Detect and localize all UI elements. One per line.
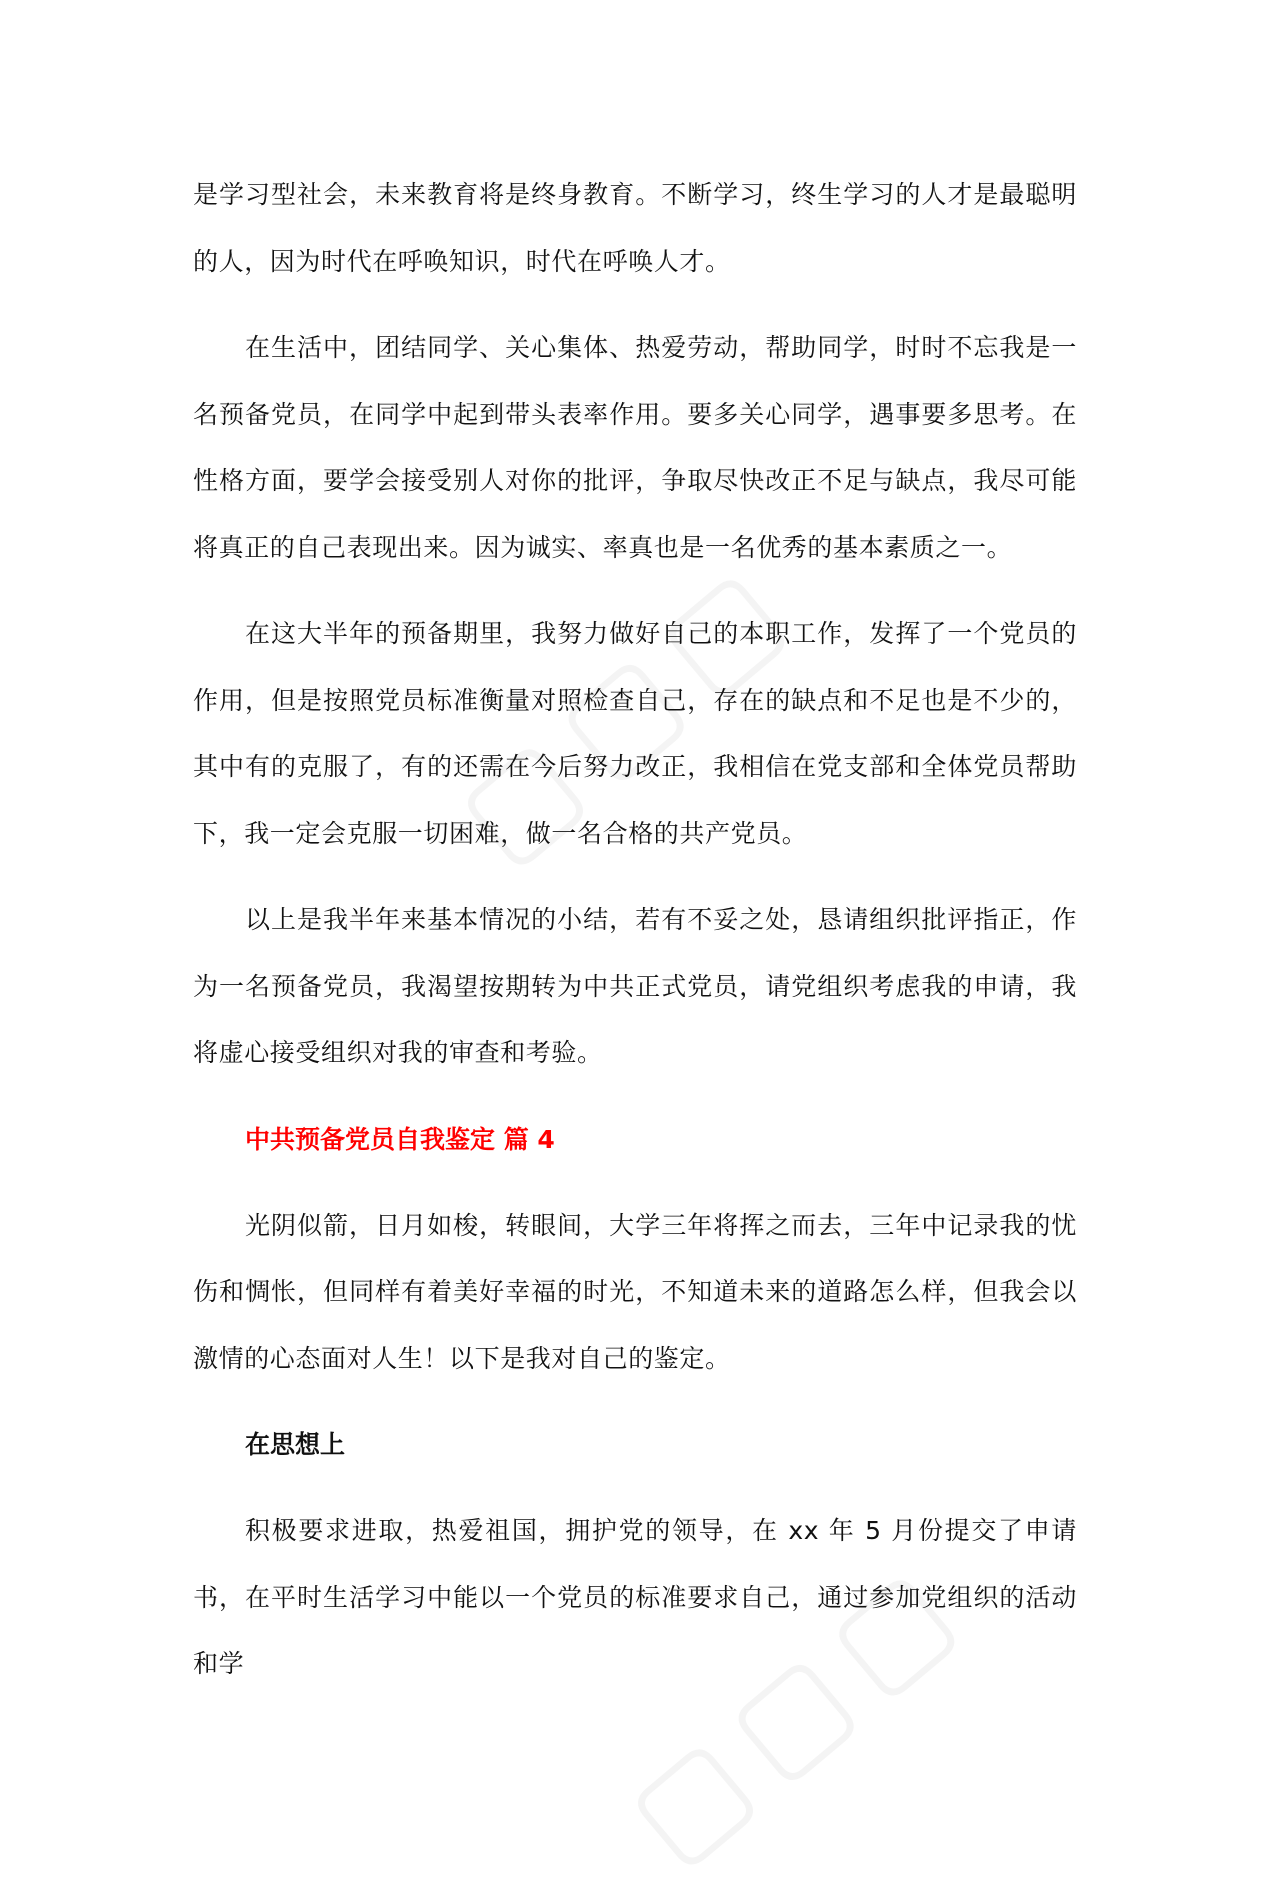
paragraph: 在生活中，团结同学、关心集体、热爱劳动，帮助同学，时时不忘我是一名预备党员，在同学中起到带头表率作用。要多关心同学，遇事要多思考。在性格方面，要学会接受别人对你的批评，争取尽快改正不足与缺点，我尽可能将真正的自己表现出来。因为诚实、率真也是一名优秀的基本素质之一。 (193, 333, 1077, 562)
paragraph: 是学习型社会，未来教育将是终身教育。不断学习，终生学习的人才是最聪明的人，因为时代在呼唤知识，时代在呼唤人才。 (193, 180, 1077, 276)
paragraph: 光阴似箭，日月如梭，转眼间，大学三年将挥之而去，三年中记录我的忧伤和惆怅，但同样有着美好幸福的时光，不知道未来的道路怎么样，但我会以激情的心态面对人生！以下是我对自己的鉴定。 (193, 1210, 1077, 1373)
paragraph: 积极要求进取，热爱祖国，拥护党的领导，在 xx 年 5 月份提交了申请书，在平时生活学习中能以一个党员的标准要求自己，通过参加党组织的活动和学 (193, 1516, 1077, 1678)
document-body (193, 162, 1077, 1698)
section-title: 中共预备党员自我鉴定 篇 4 (245, 1124, 555, 1154)
subheading: 在思想上 (245, 1430, 346, 1459)
paragraph: 以上是我半年来基本情况的小结，若有不妥之处，恳请组织批评指正，作为一名预备党员，我渴望按期转为中共正式党员，请党组织考虑我的申请，我将虚心接受组织对我的审查和考验。 (193, 905, 1077, 1067)
paragraph: 在这大半年的预备期里，我努力做好自己的本职工作，发挥了一个党员的作用，但是按照党员标准衡量对照检查自己，存在的缺点和不足也是不少的，其中有的克服了，有的还需在今后努力改正，我相信在党支部和全体党员帮助下，我一定会克服一切困难，做一名合格的共产党员。 (193, 619, 1077, 848)
